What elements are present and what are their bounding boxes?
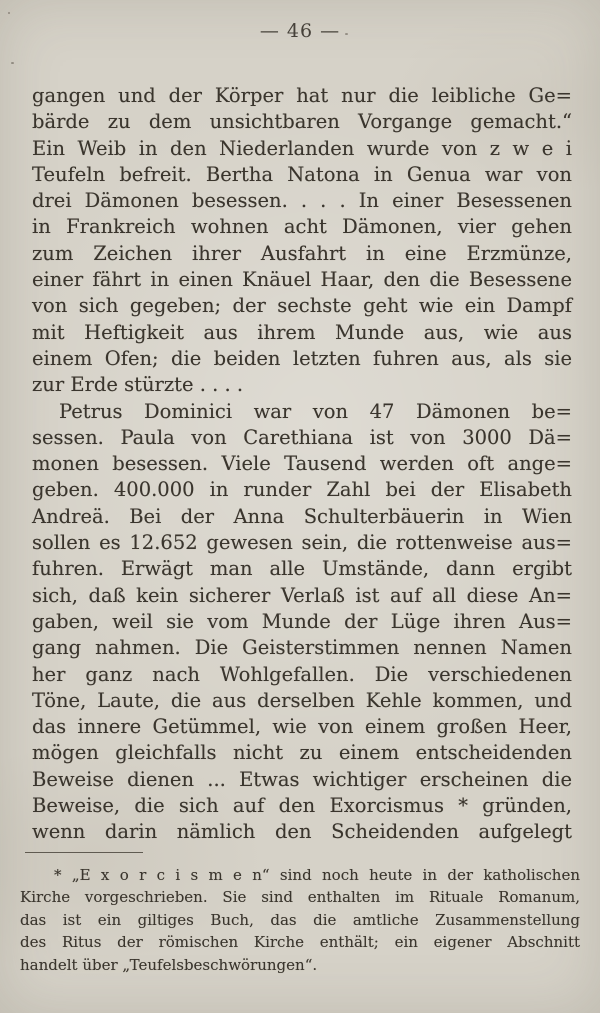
text-line: sollen es 12.652 gewesen sein, die rottenweise aus= (32, 531, 572, 555)
text-line: monen besessen. Viele Tausend werden oft ange= (32, 452, 572, 476)
text-line: das innere Getümmel, wie von einem großen Heer, (32, 715, 572, 739)
footnote-line: des Ritus der römischen Kirche enthält; ein eigener Abschnitt (20, 933, 580, 952)
text-line: einem Ofen; die beiden letzten fuhren aus, als sie (32, 346, 572, 370)
text-line: in Frankreich wohnen acht Dämonen, vier gehen (32, 215, 572, 239)
footnote-line-end: handelt über „Teufelsbeschwörungen“. (20, 955, 318, 974)
scan-speck (11, 62, 14, 64)
text-line: gangen und der Körper hat nur die leibliche Ge= (32, 84, 572, 107)
text-line: bärde zu dem unsichtbaren Vorgange gemacht.“ (32, 110, 572, 134)
text-line: mit Heftigkeit aus ihrem Munde aus, wie aus (32, 320, 572, 344)
text-line: mögen gleichfalls nicht zu einem entscheidenden (32, 741, 572, 765)
text-line: zum Zeichen ihrer Ausfahrt in eine Erzmünze, (32, 241, 572, 265)
text-line: drei Dämonen besessen. . . . In einer Besessenen (32, 189, 572, 213)
footnote-line: das ist ein giltiges Buch, das die amtliche Zusammenstellung (20, 910, 580, 929)
text-line-paragraph-end: zur Erde stürzte . . . . (32, 373, 244, 397)
text-line: gaben, weil sie vom Munde der Lüge ihren Aus= (32, 609, 572, 633)
text-line-footnote-ref: Beweise, die sich auf den Exorcismus * gründen, (32, 794, 572, 818)
text-line: wenn darin nämlich den Scheidenden aufgelegt (32, 820, 572, 844)
text-line: Töne, Laute, die aus derselben Kehle kommen, und (32, 688, 572, 712)
text-line: Beweise dienen ... Etwas wichtiger erscheinen die (32, 767, 572, 791)
text-line: Andreä. Bei der Anna Schulterbäuerin in Wien (32, 504, 572, 528)
page-number-header: — 46 — (259, 20, 341, 42)
text-line: Teufeln befreit. Bertha Natona in Genua war von (32, 162, 572, 186)
text-line: sich, daß kein sicherer Verlaß ist auf all diese An= (32, 583, 572, 607)
text-line: von sich gegeben; der sechste geht wie ein Dampf (32, 294, 572, 318)
text-line: her ganz nach Wohlgefallen. Die verschiedenen (32, 662, 572, 686)
scan-speck (8, 12, 10, 14)
footnote-block (20, 864, 580, 976)
text-line: einer fährt in einen Knäuel Haar, den die Besessene (32, 268, 572, 292)
main-text-block (32, 83, 572, 846)
footnote-line: Kirche vorgeschrieben. Sie sind enthalten im Rituale Romanum, (20, 888, 580, 907)
text-line: sessen. Paula von Carethiana ist von 3000 Dä= (32, 425, 572, 449)
footnote-separator (25, 852, 143, 853)
text-line-paragraph-start: Petrus Dominici war von 47 Dämonen be= (59, 399, 572, 423)
text-line: geben. 400.000 in runder Zahl bei der Elisabeth (32, 478, 572, 502)
text-line: gang nahmen. Die Geisterstimmen nennen Namen (32, 636, 572, 660)
text-line: fuhren. Erwägt man alle Umstände, dann ergibt (32, 557, 572, 581)
footnote-line-start: * „E x o r c i s m e n“ sind noch heute in der katholischen (54, 866, 580, 884)
text-line: Ein Weib in den Niederlanden wurde von z w e i (32, 136, 572, 160)
